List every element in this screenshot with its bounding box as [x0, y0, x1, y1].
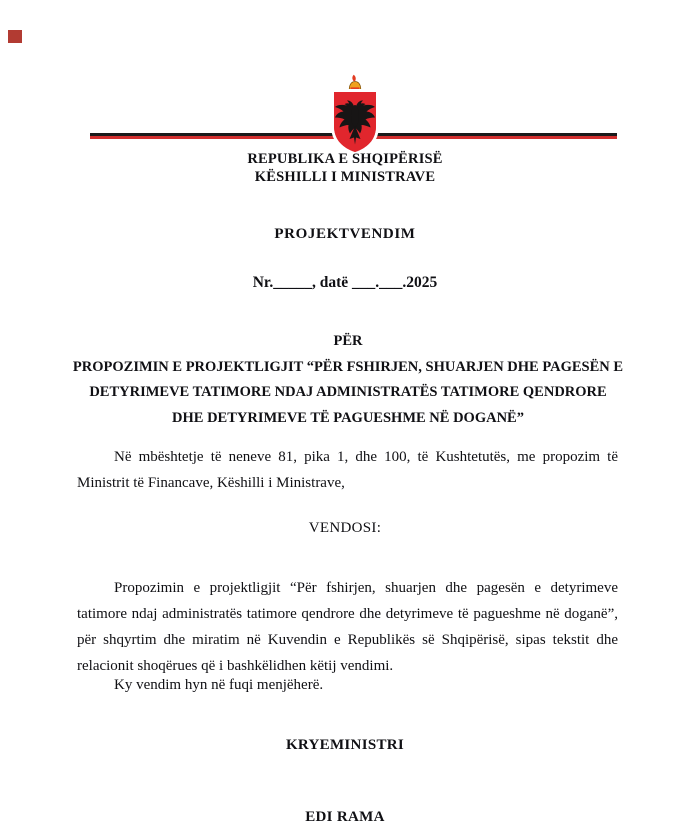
org-name-line1: REPUBLIKA E SHQIPËRISË	[247, 151, 443, 167]
doc-title-block	[72, 329, 624, 431]
org-name-line2: KËSHILLI I MINISTRAVE	[254, 169, 436, 185]
albania-coat-of-arms-icon	[331, 74, 379, 154]
doc-title-preposition: PËR	[333, 333, 363, 349]
doc-number-line: Nr._____, datë ___.___.2025	[252, 274, 438, 291]
annotation-marker	[8, 30, 22, 43]
org-name	[0, 150, 690, 186]
doc-preamble: Në mbështetje të neneve 81, pika 1, dhe 100, të Kushtetutës, me propozim të Ministrit të Financave, Këshilli i Ministrave,	[77, 449, 618, 491]
doc-kind-heading: PROJEKTVENDIM	[274, 226, 416, 242]
doc-title: PROPOZIMIN E PROJEKTLIGJIT “PËR FSHIRJEN, SHUARJEN DHE PAGESËN E DETYRIMEVE TATIMORE NDAJ ADMINISTRATËS TATIMORE QENDRORE DHE DETYRIMEVE TË PAGUESHME NË DOGANË”	[72, 358, 624, 426]
enacting-formula: VENDOSI:	[308, 520, 382, 536]
body-paragraph-2: Ky vendim hyn në fuqi menjëherë.	[114, 677, 324, 693]
body-paragraph-1: Propozimin e projektligjit “Për fshirjen, shuarjen dhe pagesën e detyrimeve tatimore ndaj administratës tatimore qendrore dhe detyrimeve të pagueshme në doganë”, për shqyrtim dhe miratim në Kuvendin e Republikës së Shqipërisë, sipas tekstit dhe relacionit shoqërues që i bashkëlidhen këtij vendimi.	[77, 580, 618, 674]
signature-role: KRYEMINISTRI	[285, 737, 405, 753]
signature-name: EDI RAMA	[305, 809, 385, 825]
